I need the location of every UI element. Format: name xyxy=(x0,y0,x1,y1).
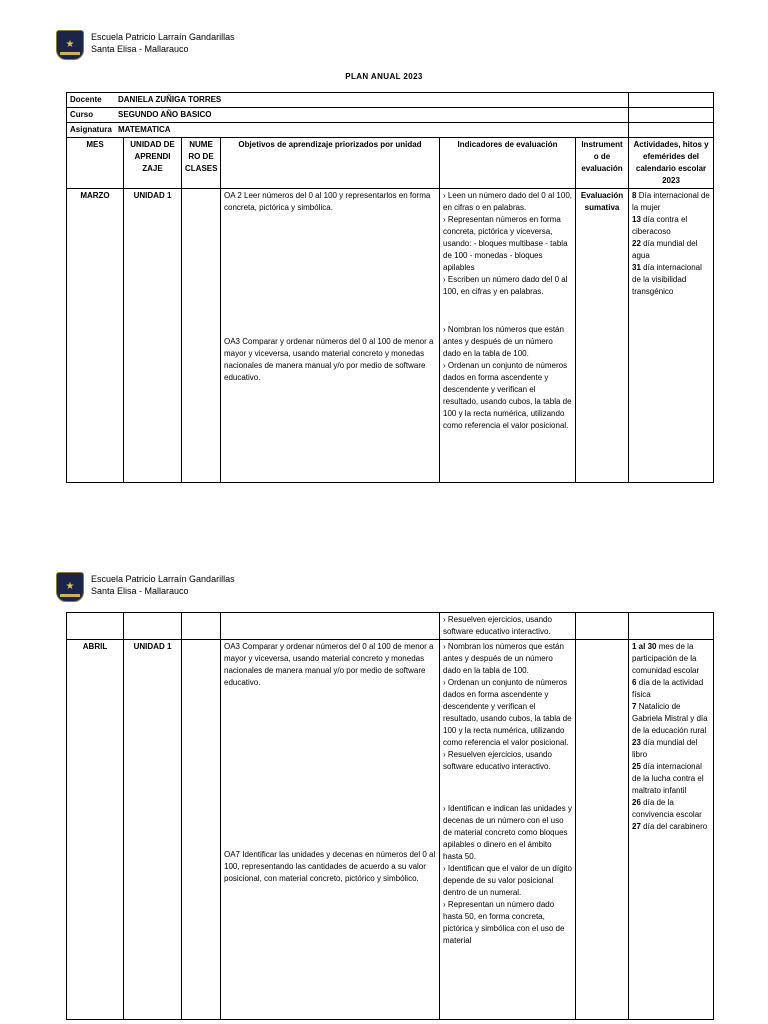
continuation-row xyxy=(67,613,714,640)
school-logo: ★ xyxy=(56,572,84,602)
indicator: › Nombran los números que están antes y después de un número dado en la tabla de 100. xyxy=(443,642,564,675)
mes-cell: MARZO xyxy=(67,189,124,483)
school-header-page-2 xyxy=(56,572,235,602)
school-location: Santa Elisa - Mallarauco xyxy=(91,43,189,54)
mes-cell: ABRIL xyxy=(67,640,124,1020)
indicator: › Escriben un número dado del 0 al 100, en cifras y en palabras. xyxy=(443,275,568,296)
school-header xyxy=(56,30,235,60)
actividades-cell xyxy=(629,640,714,1020)
school-name: Escuela Patricio Larraín Gandarillas xyxy=(91,574,235,584)
indicator: › Resuelven ejercicios, usando software educativo interactivo. xyxy=(443,750,552,771)
efemeride: 25 día internacional de la lucha contra el maltrato infantil xyxy=(632,762,704,795)
numero-cell xyxy=(182,640,221,1020)
objetivos-cell xyxy=(221,189,440,483)
efemeride: 22 día mundial del agua xyxy=(632,239,698,260)
efemeride: 6 día de la actividad física xyxy=(632,678,704,699)
indicadores-cell xyxy=(440,189,576,483)
col-actividades: Actividades, hitos y efemérides del calendario escolar 2023 xyxy=(629,138,714,189)
col-objetivos: Objetivos de aprendizaje priorizados por unidad xyxy=(221,138,440,189)
indicator: › Identifican que el valor de un dígito depende de su valor posicional dentro de un numeral. xyxy=(443,864,572,897)
efemeride: 31 día internacional de la visibilidad transgénico xyxy=(632,263,702,296)
asignatura-value: MATEMATICA xyxy=(118,125,171,134)
unidad-cell: UNIDAD 1 xyxy=(124,640,182,1020)
actividades-cell xyxy=(629,189,714,483)
indicator: › Ordenan un conjunto de números dados en forma ascendente y descendente y verifican el resultado, usando cubos, la tabla de 100 y la recta numérica, utilizando como referencia el valor posicional. xyxy=(443,361,572,430)
curso-row xyxy=(67,108,714,123)
objective-oa7: OA7 Identificar las unidades y decenas en números del 0 al 100, representando las cantidades de acuerdo a su valor posicional, con material concreto, pictórico y simbólico. xyxy=(224,850,436,883)
efemeride: 8 Día internacional de la mujer xyxy=(632,191,710,212)
header-row xyxy=(67,138,714,189)
instrumento-cell: Evaluación sumativa xyxy=(576,189,629,483)
col-unidad: UNIDAD DE APRENDI ZAJE xyxy=(124,138,182,189)
efemeride: 27 día del carabinero xyxy=(632,822,708,831)
efemeride: 13 día contra el ciberacoso xyxy=(632,215,688,236)
school-name: Escuela Patricio Larraín Gandarillas xyxy=(91,32,235,42)
page-title: PLAN ANUAL 2023 xyxy=(345,72,423,81)
objective-oa2: OA 2 Leer números del 0 al 100 y representarlos en forma concreta, pictórica y simbólica. xyxy=(224,191,431,212)
col-numero: NUME RO DE CLASES xyxy=(182,138,221,189)
indicator: › Ordenan un conjunto de números dados en forma ascendente y descendente y verifican el resultado, usando cubos, la tabla de 100 y la recta numérica, utilizando como referencia el valor posicional. xyxy=(443,678,572,747)
indicator: › Identifican e indican las unidades y decenas de un número con el uso de material concreto como bloques apilables o dinero en el ámbito hasta 50. xyxy=(443,804,572,861)
asignatura-row xyxy=(67,123,714,138)
docente-label: Docente xyxy=(70,95,102,104)
col-instrumento: Instrument o de evaluación xyxy=(576,138,629,189)
indicadores-cell xyxy=(440,640,576,1020)
efemeride: 1 al 30 mes de la participación de la comunidad escolar xyxy=(632,642,700,675)
docente-row xyxy=(67,93,714,108)
efemeride: 26 día de la convivencia escolar xyxy=(632,798,702,819)
plan-table-page-1 xyxy=(66,92,714,483)
instrumento-cell xyxy=(576,640,629,1020)
curso-label: Curso xyxy=(70,110,94,119)
docente-value: DANIELA ZUÑIGA TORRES xyxy=(118,95,222,104)
abril-row xyxy=(67,640,714,1020)
marzo-row xyxy=(67,189,714,483)
col-mes: MES xyxy=(67,138,124,189)
objective-oa3: OA3 Comparar y ordenar números del 0 al 100 de menor a mayor y viceversa, usando material concreto y monedas nacionales de manera manual y/o por medio de software educativo. xyxy=(224,642,434,687)
indicator: › Representan números en forma concreta, pictórica y viceversa, usando: - bloques multibase - tabla de 100 - monedas - bloques apilables xyxy=(443,215,568,272)
indicator: › Representan un número dado hasta 50, en forma concreta, pictórica y simbólica con el uso de material xyxy=(443,900,565,945)
numero-cell xyxy=(182,189,221,483)
efemeride: 7 Natalicio de Gabriela Mistral y día de la educación rural xyxy=(632,702,708,735)
objective-oa3: OA3 Comparar y ordenar números del 0 al 100 de menor a mayor y viceversa, usando material concreto y monedas nacionales de manera manual y/o por medio de software educativo. xyxy=(224,337,434,382)
indicator: › Resuelven ejercicios, usando software educativo interactivo. xyxy=(440,613,576,640)
asignatura-label: Asignatura xyxy=(70,125,112,134)
curso-value: SEGUNDO AÑO BASICO xyxy=(118,110,212,119)
indicator: › Leen un número dado del 0 al 100, en cifras o en palabras. xyxy=(443,191,572,212)
school-logo: ★ xyxy=(56,30,84,60)
plan-table-page-2 xyxy=(66,612,714,1020)
indicator: › Nombran los números que están antes y después de un número dado en la tabla de 100. xyxy=(443,325,564,358)
unidad-cell: UNIDAD 1 xyxy=(124,189,182,483)
objetivos-cell xyxy=(221,640,440,1020)
col-indicadores: Indicadores de evaluación xyxy=(440,138,576,189)
efemeride: 23 día mundial del libro xyxy=(632,738,698,759)
school-location: Santa Elisa - Mallarauco xyxy=(91,585,189,596)
